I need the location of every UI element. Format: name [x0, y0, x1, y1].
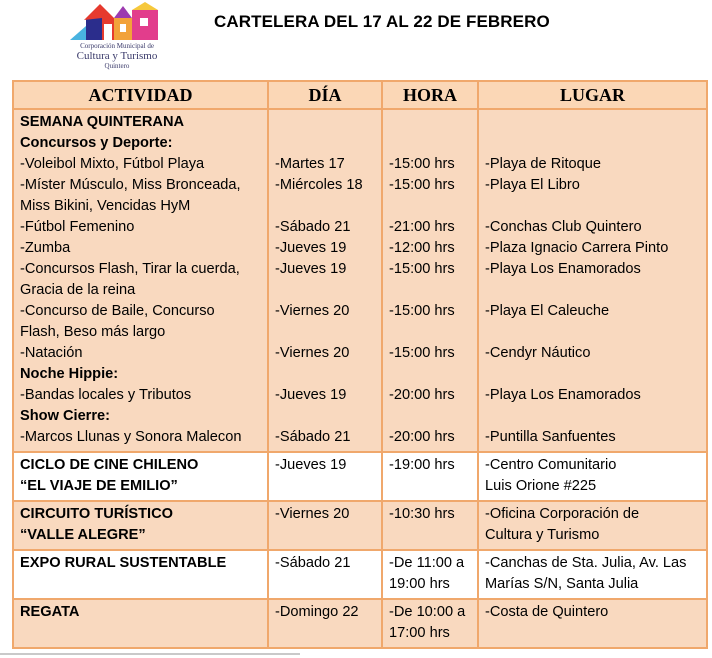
time-text: -10:30 hrs	[389, 506, 455, 522]
place-text: Cultura y Turismo	[485, 527, 600, 543]
day-text: -Jueves 19	[275, 240, 347, 256]
day-text: -Sábado 21	[275, 429, 351, 445]
activity-title: REGATA	[20, 604, 80, 620]
time-text: -De 11:00 a	[389, 555, 465, 571]
activity-title: EXPO RURAL SUSTENTABLE	[20, 555, 227, 571]
table-row-semana-quinterana	[13, 109, 707, 452]
place-text: -Playa El Libro	[485, 177, 580, 193]
place-text: -Centro Comunitario	[485, 457, 617, 473]
activity-text: -Concursos Flash, Tirar la cuerda,	[20, 261, 240, 277]
activity-text: -Míster Músculo, Miss Bronceada,	[20, 177, 241, 193]
cell-dia	[268, 599, 382, 648]
logo-text	[62, 43, 172, 70]
cell-actividad	[13, 599, 268, 648]
time-text: 17:00 hrs	[389, 625, 450, 641]
subsection-heading: Show Cierre:	[20, 408, 111, 424]
cell-actividad	[13, 109, 268, 452]
place-text: -Costa de Quintero	[485, 604, 609, 620]
column-header-dia: DÍA	[268, 81, 382, 109]
activity-text: Gracia de la reina	[20, 282, 136, 298]
cell-lugar	[478, 599, 707, 648]
time-text: -12:00 hrs	[389, 240, 455, 256]
cell-lugar	[478, 452, 707, 501]
activity-subtitle: “VALLE ALEGRE”	[20, 527, 146, 543]
place-text: Marías S/N, Santa Julia	[485, 576, 639, 592]
section-heading: SEMANA QUINTERANA	[20, 114, 185, 130]
day-text: -Jueves 19	[275, 261, 347, 277]
activity-text: -Zumba	[20, 240, 71, 256]
logo-line-2: Cultura y Turismo	[76, 50, 158, 62]
time-text: -De 10:00 a	[389, 604, 466, 620]
day-text: -Sábado 21	[275, 555, 351, 571]
time-text: -15:00 hrs	[389, 177, 455, 193]
cell-dia	[268, 501, 382, 550]
logo-line-1: Corporación Municipal de	[80, 42, 154, 50]
time-text: -15:00 hrs	[389, 261, 455, 277]
place-text: -Playa Los Enamorados	[485, 387, 641, 403]
activity-text: Miss Bikini, Vencidas HyM	[20, 198, 191, 214]
place-text: -Cendyr Náutico	[485, 345, 591, 361]
cell-actividad	[13, 550, 268, 599]
column-header-actividad: ACTIVIDAD	[13, 81, 268, 109]
cell-actividad	[13, 501, 268, 550]
cell-hora	[382, 501, 478, 550]
table-header-row	[13, 81, 707, 109]
cell-hora	[382, 109, 478, 452]
activity-title: CICLO DE CINE CHILENO	[20, 457, 199, 473]
day-text: -Viernes 20	[275, 345, 350, 361]
activity-subtitle: “EL VIAJE DE EMILIO”	[20, 478, 178, 494]
day-text: -Viernes 20	[275, 506, 350, 522]
day-text: -Jueves 19	[275, 457, 347, 473]
day-text: -Jueves 19	[275, 387, 347, 403]
day-text: -Sábado 21	[275, 219, 351, 235]
bottom-divider	[0, 653, 300, 655]
day-text: -Domingo 22	[275, 604, 359, 620]
schedule-table	[12, 80, 708, 649]
time-text: -21:00 hrs	[389, 219, 455, 235]
page-title: CARTELERA DEL 17 AL 22 DE FEBRERO	[214, 12, 550, 31]
time-text: -15:00 hrs	[389, 303, 455, 319]
cell-dia	[268, 109, 382, 452]
place-text: -Oficina Corporación de	[485, 506, 640, 522]
day-text: -Viernes 20	[275, 303, 350, 319]
time-text: -20:00 hrs	[389, 387, 455, 403]
cell-lugar	[478, 550, 707, 599]
place-text: -Playa Los Enamorados	[485, 261, 641, 277]
activity-text: Flash, Beso más largo	[20, 324, 166, 340]
place-text: -Canchas de Sta. Julia, Av. Las	[485, 555, 687, 571]
table-row-regata	[13, 599, 707, 648]
column-header-hora: HORA	[382, 81, 478, 109]
time-text: -20:00 hrs	[389, 429, 455, 445]
cell-actividad	[13, 452, 268, 501]
place-text: -Conchas Club Quintero	[485, 219, 642, 235]
activity-text: -Voleibol Mixto, Fútbol Playa	[20, 156, 205, 172]
table-row-expo	[13, 550, 707, 599]
activity-text: -Natación	[20, 345, 83, 361]
activity-text: -Concurso de Baile, Concurso	[20, 303, 215, 319]
day-text: -Miércoles 18	[275, 177, 363, 193]
column-header-lugar: LUGAR	[478, 81, 707, 109]
activity-text: -Marcos Llunas y Sonora Malecon	[20, 429, 242, 445]
logo-line-3: Quintero	[104, 62, 130, 70]
place-text: -Puntilla Sanfuentes	[485, 429, 616, 445]
cell-hora	[382, 599, 478, 648]
table-row-circuito	[13, 501, 707, 550]
activity-text: -Fútbol Femenino	[20, 219, 135, 235]
activity-title: CIRCUITO TURÍSTICO	[20, 506, 173, 522]
place-text: -Playa El Caleuche	[485, 303, 610, 319]
cell-dia	[268, 550, 382, 599]
cell-lugar	[478, 109, 707, 452]
cell-hora	[382, 550, 478, 599]
time-text: -15:00 hrs	[389, 156, 455, 172]
place-text: Luis Orione #225	[485, 478, 597, 494]
day-text: -Martes 17	[275, 156, 345, 172]
time-text: -15:00 hrs	[389, 345, 455, 361]
cell-hora	[382, 452, 478, 501]
subsection-heading: Noche Hippie:	[20, 366, 119, 382]
place-text: -Playa de Ritoque	[485, 156, 602, 172]
cell-lugar	[478, 501, 707, 550]
cell-dia	[268, 452, 382, 501]
activity-text: -Bandas locales y Tributos	[20, 387, 192, 403]
time-text: -19:00 hrs	[389, 457, 455, 473]
place-text: -Plaza Ignacio Carrera Pinto	[485, 240, 669, 256]
time-text: 19:00 hrs	[389, 576, 450, 592]
subsection-heading: Concursos y Deporte:	[20, 135, 173, 151]
table-row-cine	[13, 452, 707, 501]
